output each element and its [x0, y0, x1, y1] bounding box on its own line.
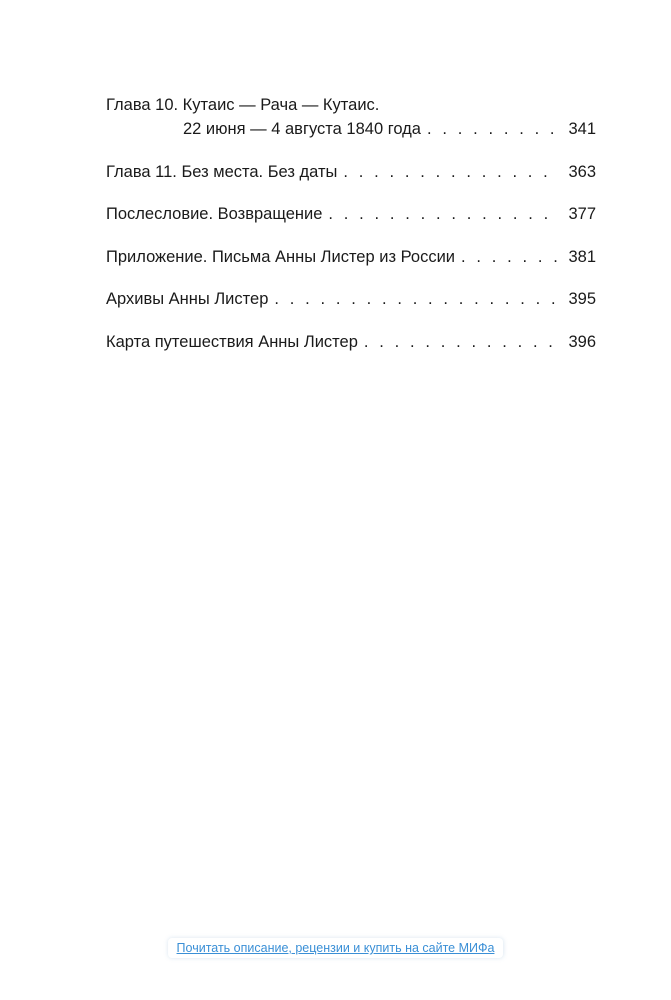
toc-entry-page: 363	[568, 162, 596, 181]
toc-entry-title: Карта путешествия Анны Листер	[106, 332, 358, 351]
toc-entry-chapter-10	[106, 93, 596, 141]
toc-entry-line	[106, 245, 596, 269]
toc-entry-title: Глава 11. Без места. Без даты	[106, 162, 338, 181]
toc-entry-title: Приложение. Письма Анны Листер из России	[106, 247, 456, 266]
toc-entry-line	[106, 160, 596, 184]
toc-entry-line	[106, 117, 596, 141]
toc-entry-travel-map	[106, 330, 596, 354]
toc-entry-title: Глава 10. Кутаис — Рача — Кутаис.	[106, 96, 380, 114]
publisher-site-link[interactable]: Почитать описание, рецензии и купить на сайте МИФа	[168, 938, 504, 958]
toc-entry-subtitle: 22 июня — 4 августа 1840 года	[183, 120, 421, 138]
toc-entry-line	[106, 287, 596, 311]
toc-entry-line	[106, 330, 596, 354]
toc-entry-title: Архивы Анны Листер	[106, 290, 269, 308]
toc-entry-line	[106, 93, 596, 117]
dot-leader	[274, 287, 560, 311]
toc-entry-page: 395	[568, 290, 596, 308]
dot-leader	[343, 160, 560, 184]
toc-entry-archives	[106, 287, 596, 311]
toc-entry-page: 396	[568, 332, 596, 351]
toc-entry-title: Послесловие. Возвращение	[106, 205, 323, 223]
toc-entry-appendix	[106, 245, 596, 269]
dot-leader	[427, 117, 560, 141]
dot-leader	[364, 330, 561, 354]
toc-entry-afterword	[106, 202, 596, 226]
toc-entry-page: 341	[568, 120, 596, 138]
dot-leader	[328, 202, 560, 226]
toc-entry-chapter-11	[106, 160, 596, 184]
table-of-contents	[106, 93, 596, 372]
dot-leader	[461, 245, 560, 269]
toc-entry-page: 381	[568, 247, 596, 266]
toc-entry-line	[106, 202, 596, 226]
toc-entry-page: 377	[568, 205, 596, 223]
